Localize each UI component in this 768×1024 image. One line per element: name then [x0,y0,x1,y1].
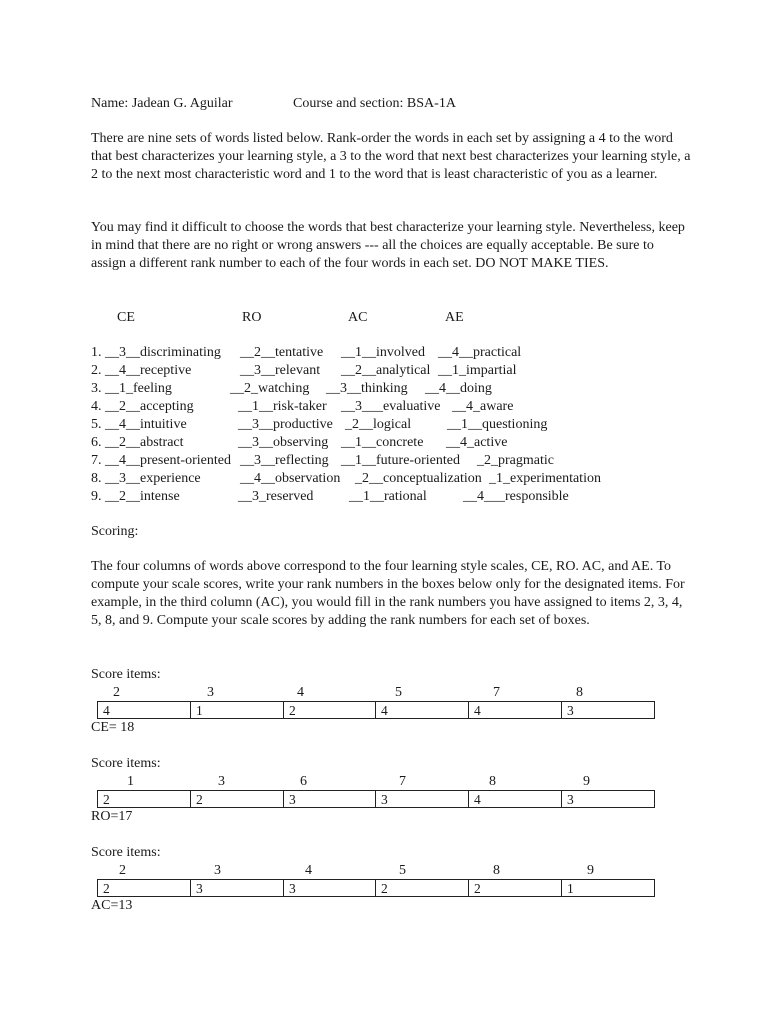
item-ce: 4. __2__accepting [91,399,194,414]
item-ac: __2__analytical [341,363,431,378]
item-ae: __4__practical [438,345,522,360]
score-box[interactable]: 4 [98,702,191,719]
score-item-number: 5 [395,685,402,700]
score-box[interactable]: 4 [469,702,562,719]
column-header-ae: AE [445,310,464,325]
score-item-number: 2 [113,685,120,700]
item-ce: 9. __2__intense [91,489,180,504]
score-box[interactable]: 2 [376,880,469,897]
item-ro: __1__risk-taker [238,399,327,414]
score-item-number: 8 [576,685,583,700]
score-box[interactable]: 3 [562,702,655,719]
item-ce: 8. __3__experience [91,471,201,486]
score-item-number: 6 [300,774,307,789]
item-ce: 2. __4__receptive [91,363,192,378]
score-box[interactable]: 3 [191,880,284,897]
item-ae: __1__questioning [447,417,548,432]
score-item-number: 5 [399,863,406,878]
score-box[interactable]: 2 [98,880,191,897]
column-header-ac: AC [348,310,368,325]
score-box[interactable]: 2 [191,791,284,808]
score-box[interactable]: 3 [562,791,655,808]
score-box[interactable]: 4 [376,702,469,719]
score-box[interactable]: 4 [469,791,562,808]
item-ac: __3___evaluative [341,399,441,414]
score-item-number: 9 [587,863,594,878]
item-ce: 7. __4__present-oriented [91,453,231,468]
item-ce: 6. __2__abstract [91,435,184,450]
score-box[interactable]: 2 [284,702,376,719]
score-item-number: 3 [218,774,225,789]
item-ce: 3. __1_feeling [91,381,172,396]
item-ro: __3_reserved [238,489,314,504]
column-header-ro: RO [242,310,262,325]
score-box[interactable]: 2 [469,880,562,897]
item-ro: __2__tentative [240,345,324,360]
item-ac: __1__concrete [341,435,424,450]
scoring-paragraph: The four columns of words above correspond to the four learning style scales, CE, RO. AC, and AE. To compute your scale scores, write your rank numbers in the boxes below only for the designated items. For example, in the third column (AC), you would fill in the rank numbers you have assigned to items 2, 3, 4, 5, 8, and 9. Compute your scale scores by adding the rank numbers for each set of boxes. [91,559,685,628]
item-ro: __3__reflecting [240,453,329,468]
item-ro: __4__observation [240,471,341,486]
score-item-number: 4 [305,863,312,878]
score-box[interactable]: 2 [98,791,191,808]
item-ae: _2_pragmatic [477,453,554,468]
item-ro: __3__observing [238,435,329,450]
item-ae: __4___responsible [463,489,569,504]
score-items-label: Score items: [91,845,161,860]
item-ac: _2__conceptualization [355,471,482,486]
column-header-ce: CE [117,310,135,325]
score-item-number: 8 [489,774,496,789]
item-ae: _1_experimentation [489,471,601,486]
item-ac: __1__rational [349,489,427,504]
ac-total: AC=13 [91,898,133,913]
ac-score-boxes [97,879,655,897]
item-ro: __2_watching [230,381,310,396]
item-ce: 1. __3__discriminating [91,345,221,360]
item-ro: __3__productive [238,417,333,432]
item-ae: __4__doing [425,381,492,396]
course-section: Course and section: BSA-1A [293,96,456,111]
item-ac: __3__thinking [326,381,408,396]
ce-total: CE= 18 [91,720,135,735]
score-item-number: 8 [493,863,500,878]
score-box[interactable]: 1 [562,880,655,897]
item-ae: __4_aware [452,399,514,414]
score-items-label: Score items: [91,756,161,771]
item-ae: __1_impartial [438,363,517,378]
item-ce: 5. __4__intuitive [91,417,187,432]
score-item-number: 2 [119,863,126,878]
score-item-number: 7 [399,774,406,789]
guidance-paragraph: You may find it difficult to choose the words that best characterize your learning style. Nevertheless, keep in mind that there are no right or wrong answers --- all the choices are equally acceptable. Be sure to assign a different rank number to each of the four words in each set. DO NOT MAKE TIES. [91,220,685,271]
item-ac: _2__logical [345,417,412,432]
score-item-number: 9 [583,774,590,789]
instructions-paragraph: There are nine sets of words listed below. Rank-order the words in each set by assigning a 4 to the word that best characterizes your learning style, a 3 to the word that next best characterizes your learning style, a 2 to the next most characteristic word and 1 to the word that is least characteristic of you as a learner. [91,131,691,182]
ce-score-boxes [97,701,655,719]
ro-score-boxes [97,790,655,808]
score-box[interactable]: 1 [191,702,284,719]
score-item-number: 7 [493,685,500,700]
scoring-heading: Scoring: [91,524,139,539]
score-items-label: Score items: [91,667,161,682]
ro-total: RO=17 [91,809,133,824]
score-item-number: 3 [207,685,214,700]
score-box[interactable]: 3 [284,880,376,897]
item-ac: __1__involved [341,345,425,360]
student-name: Name: Jadean G. Aguilar [91,96,233,111]
item-ac: __1__future-oriented [341,453,460,468]
score-item-number: 4 [297,685,304,700]
item-ae: __4_active [446,435,508,450]
item-ro: __3__relevant [240,363,321,378]
score-box[interactable]: 3 [376,791,469,808]
score-box[interactable]: 3 [284,791,376,808]
score-item-number: 1 [127,774,134,789]
score-item-number: 3 [214,863,221,878]
